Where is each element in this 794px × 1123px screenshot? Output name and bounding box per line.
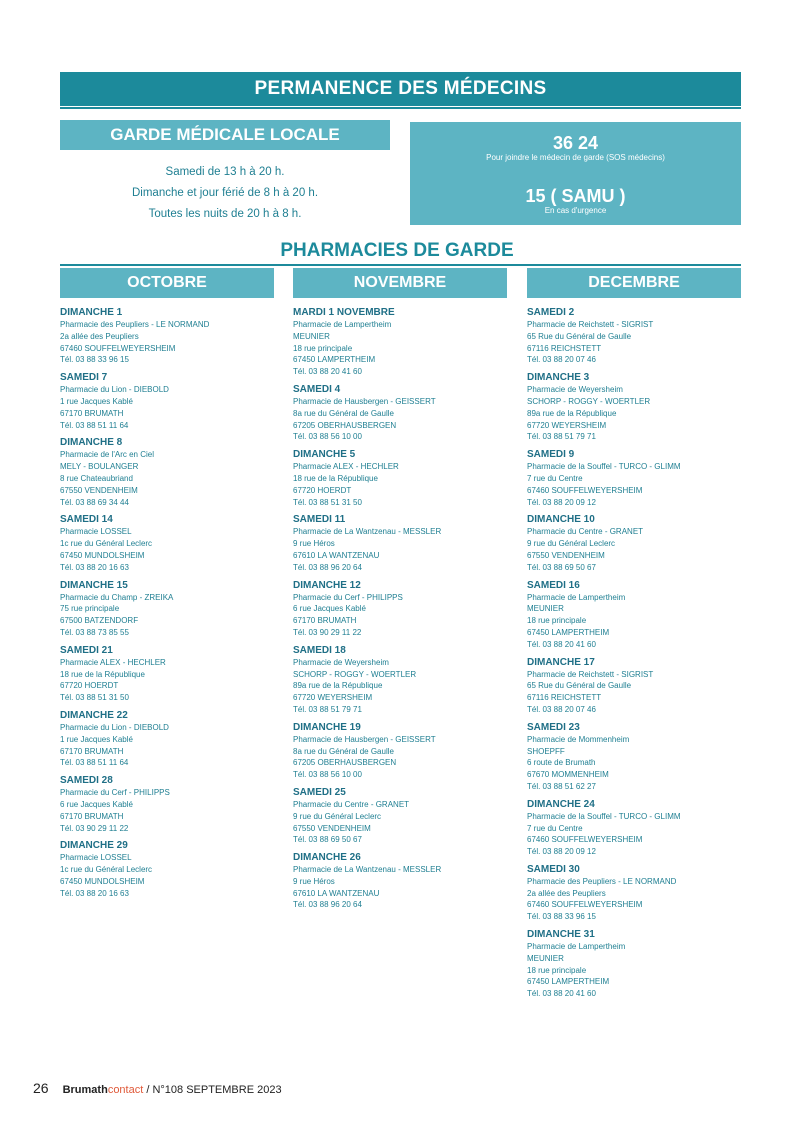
- footer: [33, 1080, 282, 1096]
- entry-line: Tél. 03 88 51 62 27: [527, 781, 596, 791]
- garde-title: GARDE MÉDICALE LOCALE: [60, 120, 390, 150]
- pharmacy-entry: [527, 722, 747, 793]
- page-title: PERMANENCE DES MÉDECINS: [60, 72, 741, 106]
- pharmacy-entry: [60, 775, 280, 834]
- entry-day: SAMEDI 4: [293, 383, 341, 395]
- entry-day: DIMANCHE 5: [293, 449, 356, 461]
- entry-line: Tél. 03 88 33 96 15: [60, 355, 129, 365]
- entry-line: 9 rue du Général Leclerc: [293, 811, 382, 821]
- pharmacy-entry: [293, 449, 513, 508]
- entry-line: 2a allée des Peupliers: [60, 331, 139, 341]
- entry-day: DIMANCHE 26: [293, 852, 361, 864]
- entry-line: 67720 WEYERSHEIM: [527, 420, 607, 430]
- entry-line: Tél. 03 88 20 16 63: [60, 562, 129, 572]
- garde-line-night: Toutes les nuits de 20 h à 8 h.: [148, 208, 302, 220]
- column-decembre: [527, 307, 747, 1006]
- entry-line: 67170 BRUMATH: [60, 746, 124, 756]
- entry-line: Pharmacie du Cerf - PHILIPPS: [60, 788, 170, 798]
- entry-line: 18 rue de la République: [60, 669, 145, 679]
- pharmacy-entry: [527, 580, 747, 651]
- entry-line: Tél. 03 90 29 11 22: [60, 823, 129, 833]
- entry-line: Pharmacie du Centre - GRANET: [293, 799, 410, 809]
- entry-line: 67205 OBERHAUSBERGEN: [293, 420, 397, 430]
- entry-line: Pharmacie de Reichstett - SIGRIST: [527, 669, 654, 679]
- entry-line: 67116 REICHSTETT: [527, 693, 602, 703]
- title-underline: [60, 106, 741, 109]
- pharmacy-entry: [527, 449, 747, 508]
- garde-hours: [60, 162, 390, 225]
- entry-line: 67205 OBERHAUSBERGEN: [293, 758, 397, 768]
- entry-line: Tél. 03 88 69 34 44: [60, 497, 129, 507]
- entry-line: MEUNIER: [527, 953, 564, 963]
- entry-line: 67610 LA WANTZENAU: [293, 550, 380, 560]
- pharmacy-entry: [293, 645, 513, 716]
- entry-line: Pharmacie du Cerf - PHILIPPS: [293, 592, 403, 602]
- entry-line: Pharmacie de Mommenheim: [527, 734, 630, 744]
- entry-line: 67450 MUNDOLSHEIM: [60, 550, 145, 560]
- garde-line-saturday: Samedi de 13 h à 20 h.: [165, 166, 285, 178]
- entry-line: 1 rue Jacques Kablé: [60, 734, 133, 744]
- entry-line: Pharmacie du Champ - ZREIKA: [60, 592, 174, 602]
- entry-line: 67460 SOUFFELWEYERSHEIM: [527, 900, 643, 910]
- pharmacy-entry: [527, 799, 747, 858]
- entry-line: Tél. 03 88 51 79 71: [293, 704, 362, 714]
- entry-day: DIMANCHE 24: [527, 798, 595, 810]
- entry-line: 67450 LAMPERTHEIM: [527, 977, 610, 987]
- entry-day: MARDI 1 NOVEMBRE: [293, 307, 395, 318]
- entry-line: 67460 SOUFFELWEYERSHEIM: [527, 485, 643, 495]
- entry-line: Tél. 03 88 33 96 15: [527, 912, 596, 922]
- entry-line: Pharmacie de Weyersheim: [527, 385, 623, 395]
- entry-line: 67170 BRUMATH: [293, 616, 357, 626]
- column-novembre: [293, 307, 513, 917]
- entry-line: 75 rue principale: [60, 604, 120, 614]
- entry-day: SAMEDI 7: [60, 372, 108, 384]
- entry-line: 89a rue de la République: [527, 408, 617, 418]
- entry-day: SAMEDI 25: [293, 786, 346, 798]
- pharmacy-entry: [293, 580, 513, 639]
- entry-line: 6 route de Brumath: [527, 758, 596, 768]
- sos-number: 36 24: [552, 133, 599, 153]
- entry-line: 7 rue du Centre: [527, 823, 583, 833]
- entry-line: Pharmacie de Hausbergen - GEISSERT: [293, 396, 436, 406]
- entry-line: 89a rue de la République: [293, 681, 383, 691]
- entry-line: Tél. 03 88 51 11 64: [60, 420, 129, 430]
- entry-day: DIMANCHE 10: [527, 514, 595, 526]
- entry-line: Pharmacie du Lion - DIEBOLD: [60, 722, 169, 732]
- entry-line: 67460 SOUFFELWEYERSHEIM: [527, 835, 643, 845]
- entry-line: 67720 HOERDT: [60, 681, 119, 691]
- entry-day: DIMANCHE 12: [293, 579, 361, 591]
- entry-line: 67550 VENDENHEIM: [527, 550, 605, 560]
- entry-line: 67550 VENDENHEIM: [60, 485, 138, 495]
- entry-day: SAMEDI 2: [527, 307, 575, 318]
- pharmacy-entry: [293, 722, 513, 781]
- entry-day: DIMANCHE 15: [60, 579, 128, 591]
- entry-line: SCHORP - ROGGY - WOERTLER: [293, 669, 417, 679]
- entry-line: Tél. 03 88 20 09 12: [527, 497, 596, 507]
- entry-line: Tél. 03 88 51 11 64: [60, 758, 129, 768]
- entry-line: Tél. 03 88 51 31 50: [60, 693, 129, 703]
- entry-line: Pharmacie du Lion - DIEBOLD: [60, 385, 169, 395]
- pharmacy-entry: [60, 372, 280, 431]
- entry-line: SCHORP - ROGGY - WOERTLER: [527, 396, 651, 406]
- entry-line: Tél. 03 88 20 41 60: [527, 639, 596, 649]
- entry-line: Tél. 03 90 29 11 22: [293, 627, 362, 637]
- entry-day: SAMEDI 16: [527, 579, 580, 591]
- entry-line: 65 Rue du Général de Gaulle: [527, 331, 632, 341]
- entry-line: 1 rue Jacques Kablé: [60, 396, 133, 406]
- column-octobre: [60, 307, 280, 905]
- entry-day: DIMANCHE 1: [60, 307, 123, 318]
- entry-day: SAMEDI 9: [527, 449, 575, 461]
- entry-line: Pharmacie de La Wantzenau - MESSLER: [293, 527, 442, 537]
- entry-line: Tél. 03 88 20 41 60: [293, 367, 362, 377]
- entry-line: Tél. 03 88 20 07 46: [527, 704, 596, 714]
- entry-day: DIMANCHE 8: [60, 437, 123, 449]
- entry-line: 67720 WEYERSHEIM: [293, 693, 373, 703]
- month-header-novembre: NOVEMBRE: [293, 268, 507, 298]
- pharmacy-entry: [293, 307, 513, 378]
- page-number: 26: [33, 1080, 49, 1096]
- entry-line: Tél. 03 88 69 50 67: [293, 835, 362, 845]
- entry-line: 9 rue Héros: [293, 876, 335, 886]
- entry-line: MEUNIER: [293, 331, 330, 341]
- entry-line: 67610 LA WANTZENAU: [293, 888, 380, 898]
- pharmacy-entry: [60, 840, 280, 899]
- entry-day: SAMEDI 28: [60, 775, 113, 787]
- entry-line: 18 rue principale: [293, 343, 353, 353]
- entry-line: Pharmacie ALEX - HECHLER: [293, 462, 399, 472]
- pharmacies-title: PHARMACIES DE GARDE: [280, 240, 514, 261]
- pharmacy-entry: [60, 437, 280, 508]
- entry-line: Pharmacie de La Wantzenau - MESSLER: [293, 865, 442, 875]
- entry-line: Pharmacie de Hausbergen - GEISSERT: [293, 734, 436, 744]
- entry-line: 9 rue du Général Leclerc: [527, 539, 616, 549]
- sos-medecins: [410, 133, 741, 163]
- pharmacy-entry: [60, 514, 280, 573]
- pharmacy-entry: [527, 514, 747, 573]
- entry-line: 67500 BATZENDORF: [60, 616, 139, 626]
- entry-line: Tél. 03 88 96 20 64: [293, 900, 362, 910]
- entry-line: Pharmacie LOSSEL: [60, 853, 132, 863]
- entry-line: SHOEPFF: [527, 746, 565, 756]
- entry-day: DIMANCHE 17: [527, 656, 595, 668]
- pharmacy-entry: [60, 580, 280, 639]
- entry-day: SAMEDI 18: [293, 644, 346, 656]
- pharmacy-entry: [527, 864, 747, 923]
- entry-line: MEUNIER: [527, 604, 564, 614]
- entry-line: 67450 MUNDOLSHEIM: [60, 876, 145, 886]
- samu: [410, 186, 741, 216]
- entry-line: Pharmacie de Lampertheim: [293, 320, 392, 329]
- pharmacy-entry: [527, 372, 747, 443]
- entry-line: 1c rue du Général Leclerc: [60, 539, 153, 549]
- entry-line: 67450 LAMPERTHEIM: [293, 355, 376, 365]
- entry-line: 67170 BRUMATH: [60, 811, 124, 821]
- entry-day: SAMEDI 21: [60, 644, 113, 656]
- entry-day: SAMEDI 14: [60, 514, 113, 526]
- pharmacy-entry: [293, 852, 513, 911]
- footer-brand-suffix: contact: [107, 1084, 144, 1096]
- entry-line: 67450 LAMPERTHEIM: [527, 627, 610, 637]
- entry-line: 6 rue Jacques Kablé: [60, 799, 133, 809]
- entry-line: 8a rue du Général de Gaulle: [293, 746, 394, 756]
- entry-line: 67670 MOMMENHEIM: [527, 770, 609, 780]
- entry-line: Tél. 03 88 20 07 46: [527, 355, 596, 365]
- pharmacy-entry: [60, 307, 280, 366]
- entry-day: DIMANCHE 3: [527, 372, 590, 384]
- pharmacy-entry: [293, 384, 513, 443]
- month-header-octobre: OCTOBRE: [60, 268, 274, 298]
- entry-day: SAMEDI 11: [293, 514, 346, 526]
- pharmacy-entry: [60, 710, 280, 769]
- footer-brand: Brumath: [62, 1084, 108, 1096]
- entry-line: MELY - BOULANGER: [60, 462, 139, 472]
- entry-line: 9 rue Héros: [293, 539, 335, 549]
- samu-number: 15 ( SAMU ): [525, 186, 626, 206]
- pharmacy-entry: [527, 307, 747, 366]
- entry-day: DIMANCHE 31: [527, 929, 595, 941]
- emergency-numbers-box: [410, 122, 741, 225]
- entry-line: Pharmacie de Reichstett - SIGRIST: [527, 320, 654, 329]
- entry-line: 8a rue du Général de Gaulle: [293, 408, 394, 418]
- entry-line: Pharmacie de la Souffel - TURCO - GLIMM: [527, 811, 681, 821]
- pharmacy-entry: [293, 514, 513, 573]
- entry-line: Pharmacie des Peupliers - LE NORMAND: [60, 320, 210, 329]
- entry-day: DIMANCHE 29: [60, 840, 128, 852]
- entry-line: Tél. 03 88 56 10 00: [293, 432, 362, 442]
- entry-line: 6 rue Jacques Kablé: [293, 604, 366, 614]
- samu-desc: En cas d'urgence: [544, 206, 607, 215]
- entry-line: 67170 BRUMATH: [60, 408, 124, 418]
- entry-line: Tél. 03 88 69 50 67: [527, 562, 596, 572]
- entry-line: Tél. 03 88 56 10 00: [293, 770, 362, 780]
- footer-issue: / N°108 SEPTEMBRE 2023: [143, 1084, 282, 1096]
- entry-day: SAMEDI 23: [527, 721, 580, 733]
- pharmacy-entry: [527, 929, 747, 1000]
- entry-line: Pharmacie de la Souffel - TURCO - GLIMM: [527, 462, 681, 472]
- entry-line: 18 rue principale: [527, 616, 587, 626]
- sos-desc: Pour joindre le médecin de garde (SOS médecins): [486, 153, 665, 162]
- entry-line: Tél. 03 88 96 20 64: [293, 562, 362, 572]
- entry-line: Pharmacie de Lampertheim: [527, 942, 626, 952]
- entry-line: 8 rue Chateaubriand: [60, 473, 133, 483]
- entry-line: 67720 HOERDT: [293, 485, 352, 495]
- entry-line: Tél. 03 88 73 85 55: [60, 627, 129, 637]
- entry-line: Tél. 03 88 20 16 63: [60, 888, 129, 898]
- entry-line: 7 rue du Centre: [527, 473, 583, 483]
- entry-line: 67116 REICHSTETT: [527, 343, 602, 353]
- garde-line-sunday: Dimanche et jour férié de 8 h à 20 h.: [131, 187, 319, 199]
- entry-day: SAMEDI 30: [527, 863, 580, 875]
- entry-line: 65 Rue du Général de Gaulle: [527, 681, 632, 691]
- entry-line: Pharmacie de l'Arc en Ciel: [60, 450, 155, 460]
- entry-day: DIMANCHE 22: [60, 709, 128, 721]
- pharmacy-entry: [527, 657, 747, 716]
- entry-line: Pharmacie de Weyersheim: [293, 657, 389, 667]
- entry-line: 2a allée des Peupliers: [527, 888, 606, 898]
- entry-line: Pharmacie LOSSEL: [60, 527, 132, 537]
- entry-line: Pharmacie de Lampertheim: [527, 592, 626, 602]
- entry-line: Tél. 03 88 51 31 50: [293, 497, 362, 507]
- entry-line: 18 rue de la République: [293, 473, 378, 483]
- entry-line: 67550 VENDENHEIM: [293, 823, 371, 833]
- entry-line: Pharmacie des Peupliers - LE NORMAND: [527, 876, 677, 886]
- entry-line: Tél. 03 88 20 41 60: [527, 989, 596, 999]
- entry-line: Pharmacie du Centre - GRANET: [527, 527, 644, 537]
- pharmacies-underline: [60, 264, 741, 267]
- entry-day: DIMANCHE 19: [293, 721, 361, 733]
- pharmacy-entry: [293, 787, 513, 846]
- entry-line: Tél. 03 88 20 09 12: [527, 847, 596, 857]
- entry-line: 18 rue principale: [527, 965, 587, 975]
- month-header-decembre: DECEMBRE: [527, 268, 741, 298]
- entry-line: 1c rue du Général Leclerc: [60, 865, 153, 875]
- entry-line: Pharmacie ALEX - HECHLER: [60, 657, 166, 667]
- entry-line: Tél. 03 88 51 79 71: [527, 432, 596, 442]
- pharmacy-entry: [60, 645, 280, 704]
- entry-line: 67460 SOUFFELWEYERSHEIM: [60, 343, 176, 353]
